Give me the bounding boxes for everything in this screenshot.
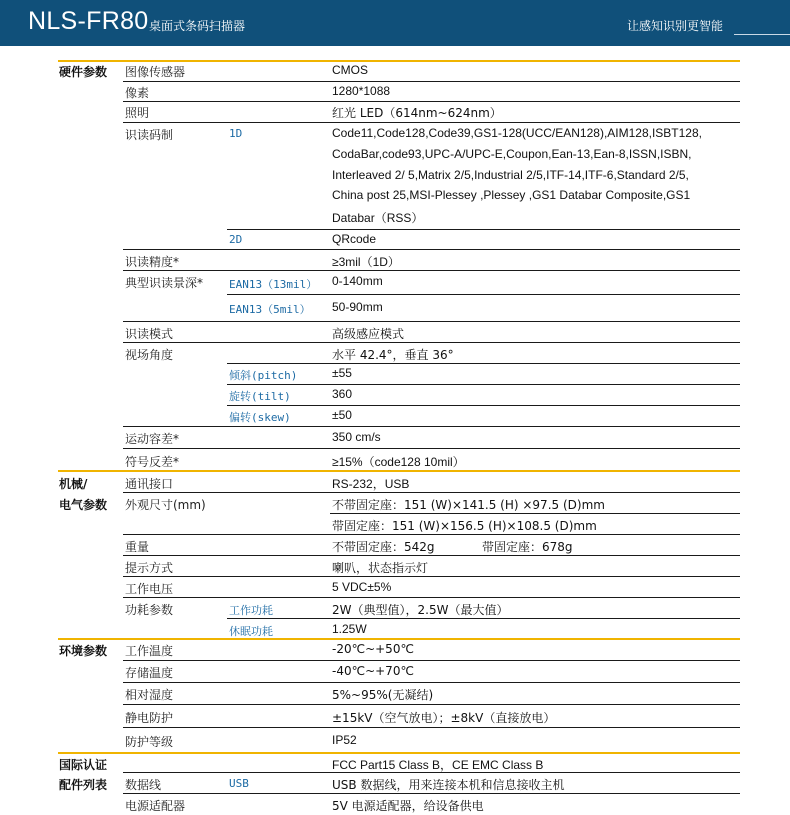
header-banner (0, 0, 790, 46)
row-divider (123, 492, 740, 493)
spec-value: 水平 42.4°，垂直 36° (332, 348, 454, 362)
spec-value: ±55 (332, 366, 352, 380)
spec-label: 外观尺寸(mm) (125, 498, 206, 512)
spec-label: 提示方式 (125, 561, 174, 575)
spec-value: -40℃~+70℃ (332, 664, 414, 678)
spec-value: ≥15%（code128 10mil） (332, 455, 465, 469)
spec-label: 工作电压 (125, 582, 174, 596)
row-divider (227, 229, 740, 230)
spec-value: 0-140mm (332, 274, 383, 288)
row-divider (123, 597, 740, 598)
spec-label: 识读码制 (125, 128, 174, 142)
spec-label: 运动容差* (125, 432, 180, 446)
spec-label: 通讯接口 (125, 477, 174, 491)
spec-value: 红光 LED（614nm~624nm） (332, 106, 502, 120)
spec-label: 存储温度 (125, 666, 174, 680)
row-divider (123, 576, 740, 577)
spec-value: Databar（RSS） (332, 211, 424, 225)
spec-value: 带固定座：151 (W)×156.5 (H)×108.5 (D)mm (332, 519, 597, 533)
product-subtitle: 桌面式条码扫描器 (149, 19, 246, 33)
section-divider (58, 470, 740, 472)
row-divider (227, 384, 740, 385)
spec-sublabel: 休眠功耗 (229, 625, 273, 638)
spec-value: 5V 电源适配器，给设备供电 (332, 799, 484, 813)
model-name: NLS-FR80 (28, 7, 149, 35)
spec-value: 带固定座：678g (482, 540, 573, 554)
slogan-divider (734, 34, 790, 35)
spec-value: USB 数据线，用来连接本机和信息接收主机 (332, 778, 565, 792)
section-divider (58, 638, 740, 640)
spec-value: 50-90mm (332, 300, 383, 314)
spec-label: 图像传感器 (125, 65, 186, 79)
spec-value: 不带固定座：542g (332, 540, 435, 554)
section-divider (58, 60, 740, 62)
spec-sublabel: EAN13（13mil） (229, 278, 318, 291)
row-divider (123, 727, 740, 728)
spec-value: Code11,Code128,Code39,GS1-128(UCC/EAN128),AIM128,ISBT128, (332, 126, 702, 140)
row-divider (123, 660, 740, 661)
category-hardware: 硬件参数 (59, 65, 108, 79)
row-divider (227, 618, 740, 619)
section-divider (58, 752, 740, 754)
spec-label: 识读精度* (125, 255, 180, 269)
row-divider (123, 534, 740, 535)
spec-value: 喇叭，状态指示灯 (332, 561, 429, 575)
spec-value: 1.25W (332, 622, 367, 636)
spec-sublabel: 1D (229, 127, 243, 140)
spec-sublabel: 倾斜(pitch) (229, 369, 298, 382)
category-environment: 环境参数 (59, 644, 108, 658)
row-divider (123, 81, 740, 82)
spec-sublabel: 旋转(tilt) (229, 390, 291, 403)
spec-label: 典型识读景深* (125, 276, 204, 290)
spec-label: 数据线 (125, 778, 162, 792)
spec-value: RS-232，USB (332, 477, 410, 491)
row-divider (123, 704, 740, 705)
spec-label: 照明 (125, 106, 150, 120)
row-divider (123, 555, 740, 556)
spec-value: ±15kV（空气放电）；±8kV（直接放电） (332, 711, 556, 725)
row-divider (123, 682, 740, 683)
spec-label: 工作温度 (125, 644, 174, 658)
spec-sublabel: 2D (229, 233, 243, 246)
spec-value: IP52 (332, 733, 357, 747)
spec-label: 重量 (125, 540, 150, 554)
spec-value: China post 25,MSI-Plessey ,Plessey ,GS1 Databar Composite,GS1 (332, 188, 691, 202)
category-certification: 国际认证 (59, 758, 108, 772)
spec-value: CMOS (332, 63, 368, 77)
row-divider (123, 122, 740, 123)
category-mechanical: 机械/ (59, 477, 88, 491)
spec-label: 符号反差* (125, 455, 180, 469)
spec-value: FCC Part15 Class B，CE EMC Class B (332, 758, 544, 772)
spec-value: CodaBar,code93,UPC-A/UPC-E,Coupon,Ean-13,Ean-8,ISSN,ISBN, (332, 147, 692, 161)
spec-value: 高级感应模式 (332, 327, 405, 341)
spec-value: ≥3mil（1D） (332, 255, 400, 269)
row-divider (123, 448, 740, 449)
spec-value: 5 VDC±5% (332, 580, 392, 594)
spec-value: 1280*1088 (332, 84, 391, 98)
row-divider (123, 249, 740, 250)
spec-value: ±50 (332, 408, 352, 422)
spec-label: 像素 (125, 86, 150, 100)
spec-label: 功耗参数 (125, 603, 174, 617)
spec-value: Interleaved 2/ 5,Matrix 2/5,Industrial 2/5,ITF-14,ITF-6,Standard 2/5, (332, 168, 689, 182)
row-divider (123, 426, 740, 427)
spec-sublabel: 偏转(skew) (229, 411, 291, 424)
spec-value: 360 (332, 387, 353, 401)
row-divider (227, 294, 740, 295)
spec-label: 识读模式 (125, 327, 174, 341)
row-divider (123, 342, 740, 343)
row-divider (227, 363, 740, 364)
category-accessories: 配件列表 (59, 778, 108, 792)
spec-sublabel: 工作功耗 (229, 604, 273, 617)
row-divider (123, 793, 740, 794)
spec-value: 5%~95%(无凝结) (332, 688, 434, 702)
spec-sublabel: USB (229, 777, 249, 790)
spec-sublabel: EAN13（5mil） (229, 303, 311, 316)
row-divider (123, 270, 740, 271)
spec-value: 2W（典型值），2.5W（最大值） (332, 603, 509, 617)
spec-value: 不带固定座：151 (W)×141.5 (H) ×97.5 (D)mm (332, 498, 605, 512)
spec-label: 视场角度 (125, 348, 174, 362)
row-divider (330, 513, 740, 514)
row-divider (227, 405, 740, 406)
spec-label: 相对湿度 (125, 688, 174, 702)
spec-label: 电源适配器 (125, 799, 186, 813)
category-electrical: 电气参数 (59, 498, 108, 512)
spec-value: -20℃~+50℃ (332, 642, 414, 656)
row-divider (123, 321, 740, 322)
spec-label: 防护等级 (125, 735, 174, 749)
spec-value: 350 cm/s (332, 430, 381, 444)
slogan: 让感知识别更智能 (627, 19, 724, 33)
spec-value: QRcode (332, 232, 377, 246)
row-divider (123, 101, 740, 102)
spec-label: 静电防护 (125, 711, 174, 725)
